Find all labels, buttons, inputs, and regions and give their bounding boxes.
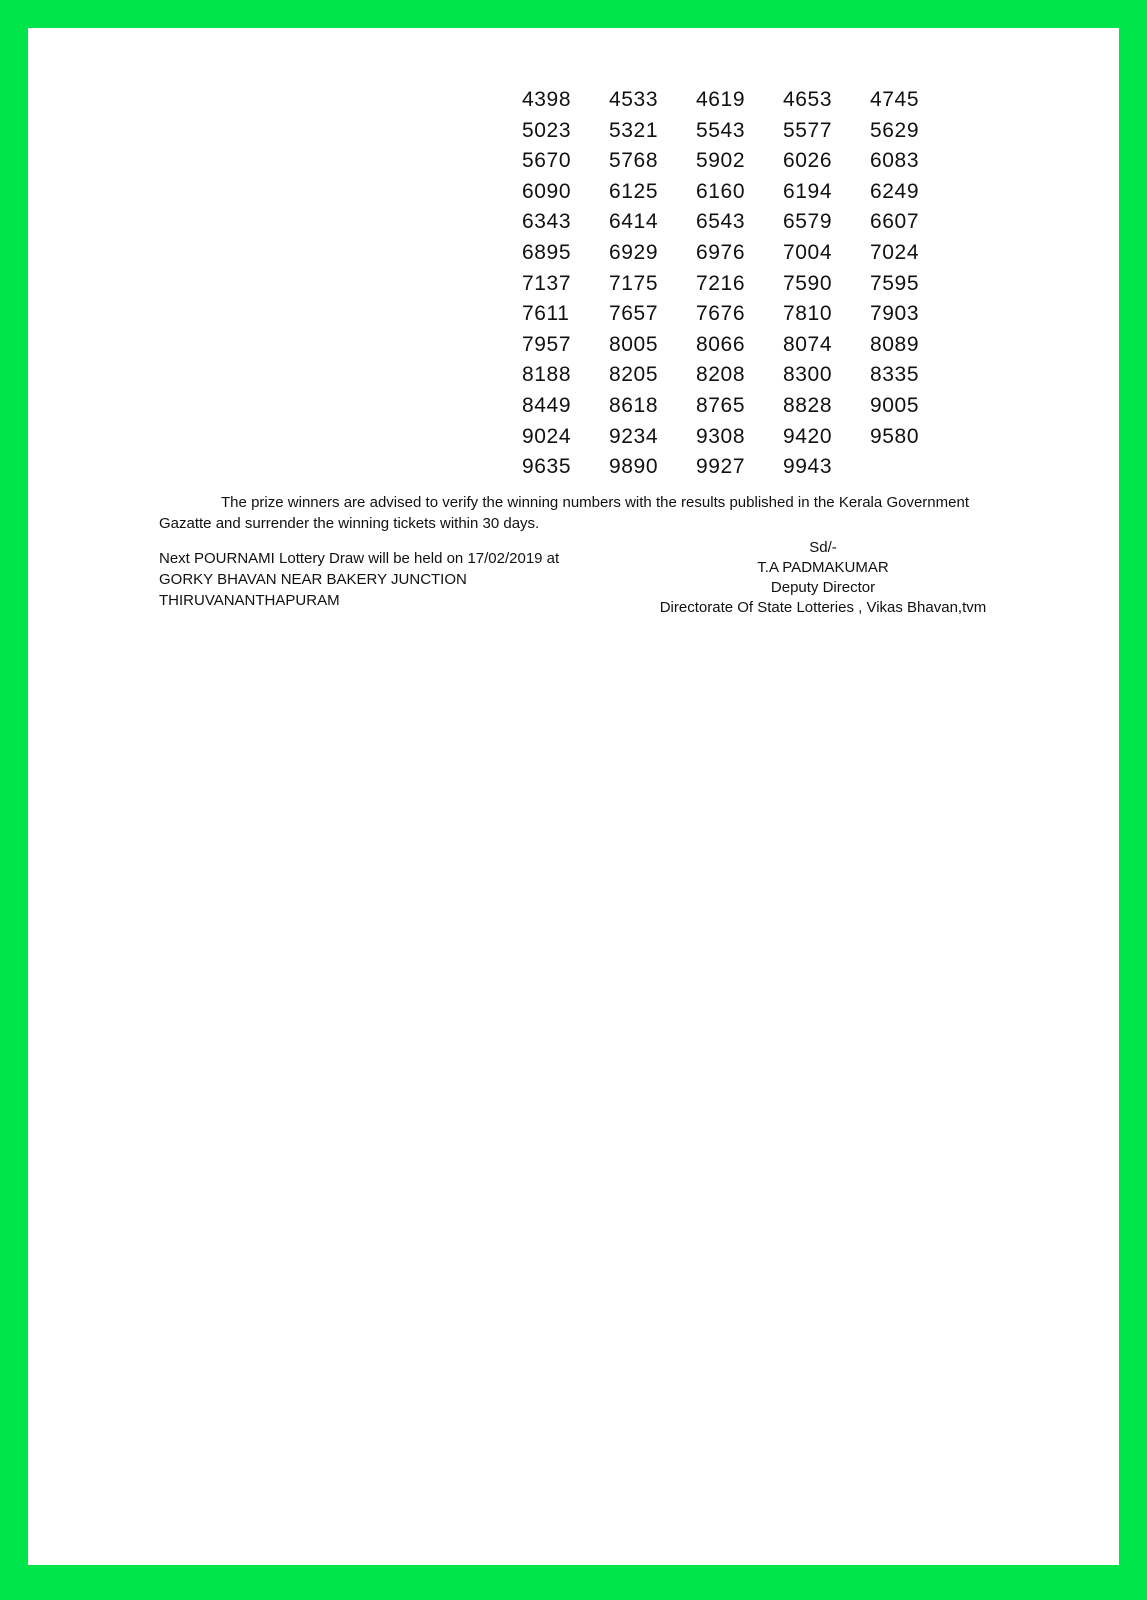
winning-number: 8765 bbox=[696, 393, 746, 417]
winning-number: 7004 bbox=[783, 240, 833, 264]
winning-number: 8089 bbox=[870, 332, 920, 356]
winning-number: 7216 bbox=[696, 271, 746, 295]
winning-number: 4619 bbox=[696, 88, 746, 111]
document-page bbox=[28, 28, 1119, 1565]
winning-number: 9943 bbox=[783, 455, 833, 479]
winning-number: 7903 bbox=[870, 302, 920, 326]
winning-number: 6976 bbox=[696, 240, 746, 264]
winning-number: 6249 bbox=[870, 179, 920, 203]
winning-number: 9927 bbox=[696, 455, 746, 479]
winning-number: 9308 bbox=[696, 424, 746, 448]
winning-number: 8066 bbox=[696, 332, 746, 356]
winning-number: 8449 bbox=[522, 393, 572, 417]
winning-number: 6125 bbox=[609, 179, 659, 203]
winning-number: 8828 bbox=[783, 393, 833, 417]
winning-number: 6543 bbox=[696, 210, 746, 234]
winning-number: 7676 bbox=[696, 302, 746, 326]
winning-number: 7175 bbox=[609, 271, 659, 295]
winning-number: 6929 bbox=[609, 240, 659, 264]
winning-number: 6160 bbox=[696, 179, 746, 203]
winning-number: 9024 bbox=[522, 424, 572, 448]
winning-number: 6343 bbox=[522, 210, 572, 234]
winning-number: 5670 bbox=[522, 149, 572, 173]
winning-number: 6194 bbox=[783, 179, 833, 203]
winning-number: 9420 bbox=[783, 424, 833, 448]
winning-number: 9890 bbox=[609, 455, 659, 479]
winning-number: 5023 bbox=[522, 118, 572, 142]
winning-number: 6607 bbox=[870, 210, 920, 234]
winning-number: 9234 bbox=[609, 424, 659, 448]
winning-number: 6090 bbox=[522, 179, 572, 203]
winning-numbers-grid bbox=[522, 88, 957, 486]
signature-sd: Sd/- bbox=[809, 539, 837, 556]
winning-number: 8205 bbox=[609, 363, 659, 387]
winning-number: 4653 bbox=[783, 88, 833, 111]
winning-number: 5902 bbox=[696, 149, 746, 173]
winning-number: 5321 bbox=[609, 118, 659, 142]
winning-number: 4533 bbox=[609, 88, 659, 111]
winning-number: 7657 bbox=[609, 302, 659, 326]
winning-number: 5543 bbox=[696, 118, 746, 142]
winning-number: 8005 bbox=[609, 332, 659, 356]
winning-number: 8618 bbox=[609, 393, 659, 417]
winning-number: 8188 bbox=[522, 363, 572, 387]
winning-number: 5768 bbox=[609, 149, 659, 173]
winning-number: 8208 bbox=[696, 363, 746, 387]
winning-number: 6414 bbox=[609, 210, 659, 234]
winning-number: 5629 bbox=[870, 118, 920, 142]
winning-number: 4398 bbox=[522, 88, 572, 111]
winning-number: 6895 bbox=[522, 240, 572, 264]
winning-number: 9580 bbox=[870, 424, 920, 448]
signature-title: Deputy Director bbox=[770, 579, 876, 596]
winning-number: 6083 bbox=[870, 149, 920, 173]
signature-block bbox=[598, 538, 1048, 618]
next-draw-announcement: Next POURNAMI Lottery Draw will be held on 17/02/2019 at GORKY BHAVAN NEAR BAKERY JUNCTION THIRUVANANTHAPURAM bbox=[159, 550, 560, 609]
winning-number: 7957 bbox=[522, 332, 572, 356]
winning-number: 8300 bbox=[783, 363, 833, 387]
winning-number: 5577 bbox=[783, 118, 833, 142]
winning-number: 7810 bbox=[783, 302, 833, 326]
prize-winners-notice: The prize winners are advised to verify the winning numbers with the results published in the Kerala Government Gazatte and surrender the winning tickets within 30 days. bbox=[159, 494, 969, 532]
winning-number: 9635 bbox=[522, 455, 572, 479]
winning-number: 7595 bbox=[870, 271, 920, 295]
winning-number: 7137 bbox=[522, 271, 572, 295]
winning-number: 7024 bbox=[870, 240, 920, 264]
winning-number: 8335 bbox=[870, 363, 920, 387]
winning-number: 7590 bbox=[783, 271, 833, 295]
winning-number: 6579 bbox=[783, 210, 833, 234]
winning-number: 4745 bbox=[870, 88, 920, 111]
winning-number: 6026 bbox=[783, 149, 833, 173]
signature-name: T.A PADMAKUMAR bbox=[757, 559, 889, 576]
winning-number: 9005 bbox=[870, 393, 920, 417]
signature-org: Directorate Of State Lotteries , Vikas Bhavan,tvm bbox=[659, 599, 987, 616]
winning-number: 7611 bbox=[522, 302, 570, 326]
winning-number: 8074 bbox=[783, 332, 833, 356]
